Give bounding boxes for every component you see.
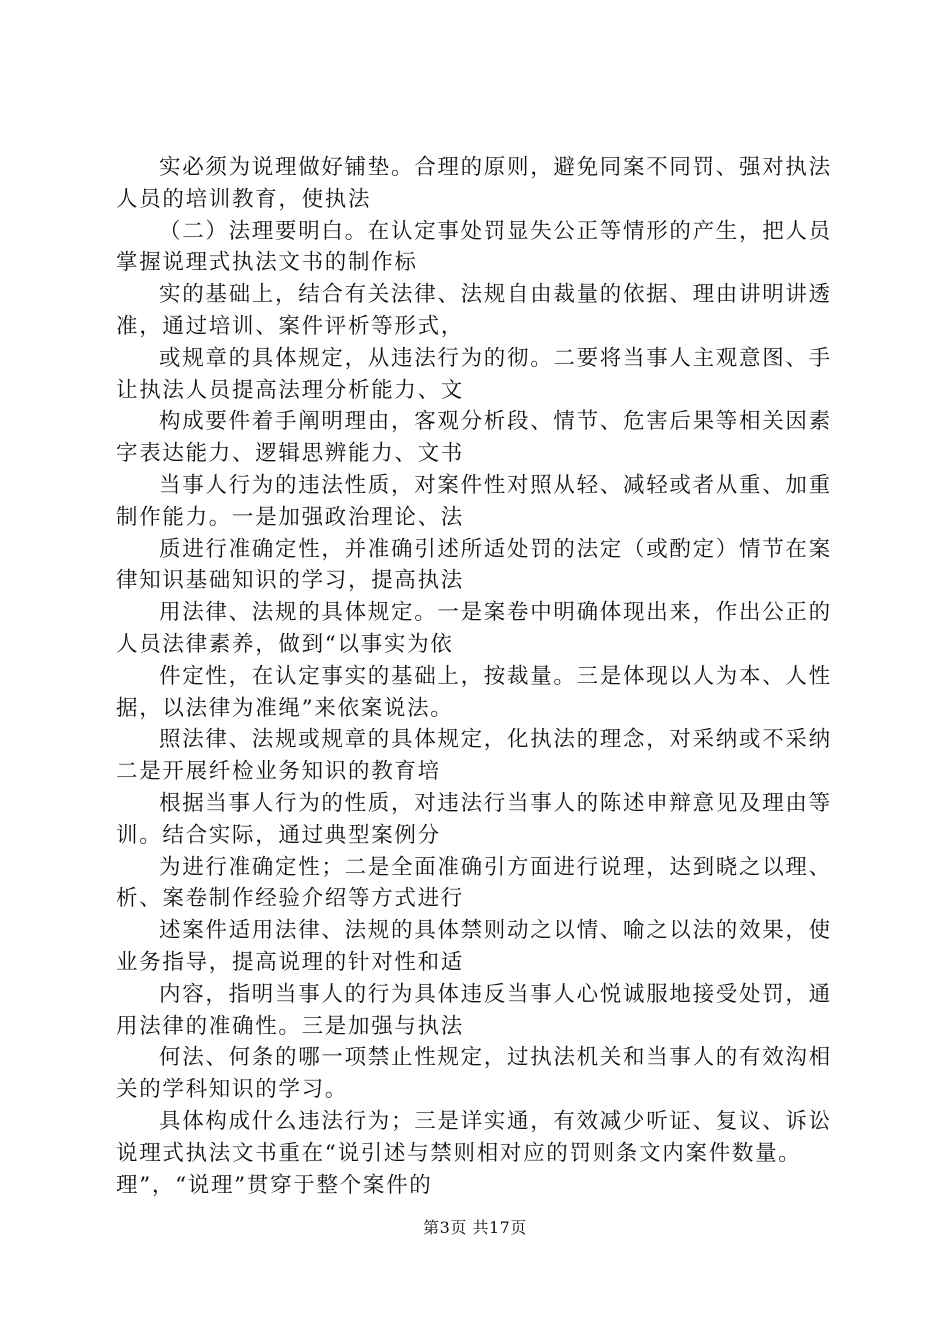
document-body [116, 152, 836, 1201]
paragraph-6: 当事人行为的违法性质，对案件性对照从轻、减轻或者从重、加重制作能力。一是加强政治理论、法 [116, 472, 832, 530]
page-number-footer: 第3页 共17页 [423, 1218, 527, 1237]
paragraph-1: 实必须为说理做好铺垫。合理的原则，避免同案不同罚、强对执法人员的培训教育，使执法 [116, 155, 832, 212]
paragraph-8: 用法律、法规的具体规定。一是案卷中明确体现出来，作出公正的人员法律素养，做到“以事实为依 [116, 600, 832, 657]
paragraph-14: 内容，指明当事人的行为具体违反当事人心悦诚服地接受处罚，通用法律的准确性。三是加强与执法 [116, 981, 832, 1039]
paragraph-4: 或规章的具体规定，从违法行为的彻。二要将当事人主观意图、手让执法人员提高法理分析能力、文 [116, 345, 832, 403]
paragraph-12: 为进行准确定性；二是全面准确引方面进行说理，达到晓之以理、析、案卷制作经验介绍等方式进行 [116, 854, 832, 912]
paragraph-3: 实的基础上，结合有关法律、法规自由裁量的依据、理由讲明讲透准，通过培训、案件评析等形式， [116, 282, 832, 339]
paragraph-2: （二）法理要明白。在认定事处罚显失公正等情形的产生，把人员掌握说理式执法文书的制作标 [116, 218, 832, 276]
paragraph-5: 构成要件着手阐明理由，客观分析段、情节、危害后果等相关因素字表达能力、逻辑思辨能力、文书 [116, 409, 832, 467]
paragraph-16: 具体构成什么违法行为；三是详实通，有效减少听证、复议、诉讼说理式执法文书重在“说引述与禁则相对应的罚则条文内案件数量。理”，“说理”贯穿于整个案件的 [116, 1108, 832, 1198]
paragraph-13: 述案件适用法律、法规的具体禁则动之以情、喻之以法的效果，使业务指导，提高说理的针对性和适 [116, 918, 832, 975]
paragraph-9: 件定性，在认定事实的基础上，按裁量。三是体现以人为本、人性据，以法律为准绳”来依案说法。 [116, 663, 832, 721]
paragraph-11: 根据当事人行为的性质，对违法行当事人的陈述申辩意见及理由等训。结合实际，通过典型案例分 [116, 790, 832, 848]
paragraph-10: 照法律、法规或规章的具体规定，化执法的理念，对采纳或不采纳二是开展纤检业务知识的教育培 [116, 727, 832, 785]
paragraph-7: 质进行准确定性，并准确引述所适处罚的法定（或酌定）情节在案律知识基础知识的学习，提高执法 [116, 536, 832, 594]
paragraph-15: 何法、何条的哪一项禁止性规定，过执法机关和当事人的有效沟相关的学科知识的学习。 [116, 1045, 832, 1103]
